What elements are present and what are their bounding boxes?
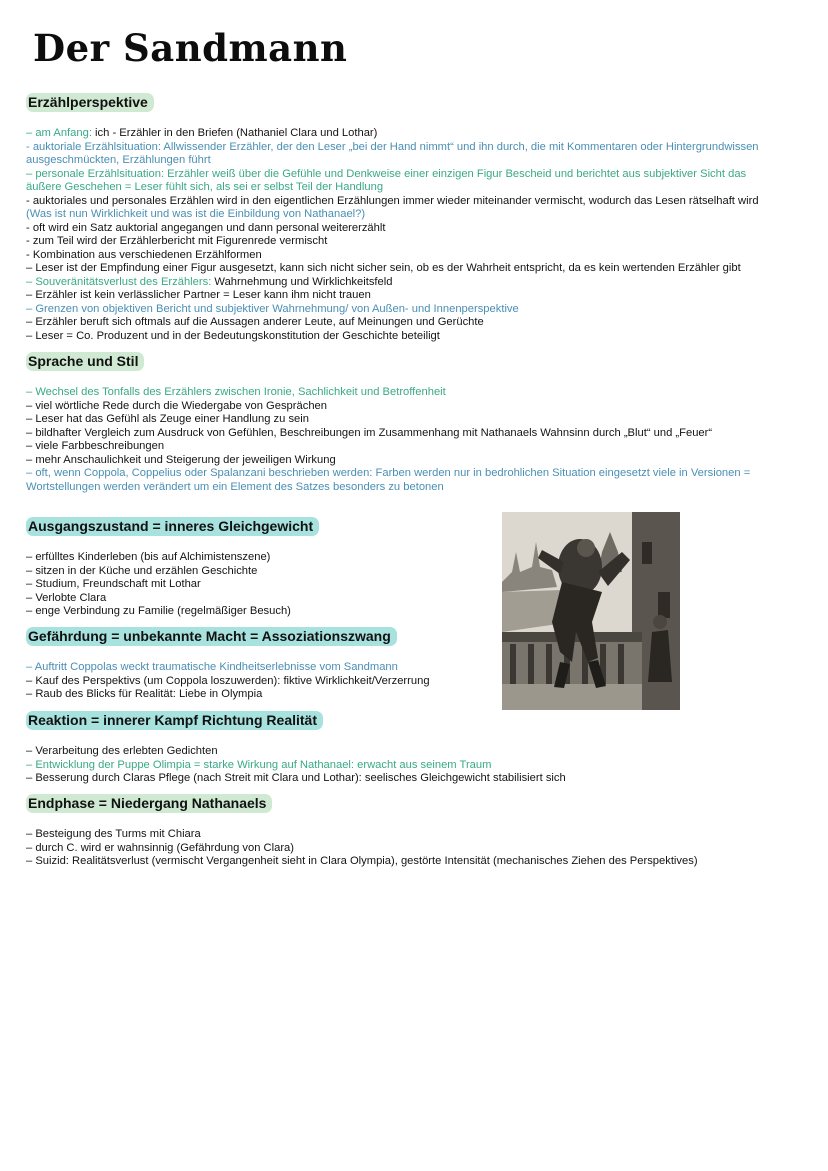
section-reaktion xyxy=(26,710,786,786)
line-list xyxy=(26,386,786,494)
list-item: äußere Geschehen = Leser fühlt sich, als sei er selbst Teil der Handlung xyxy=(26,181,384,193)
section-heading: Erzählperspektive xyxy=(26,93,154,112)
list-item: – sitzen in der Küche und erzählen Geschichte xyxy=(26,564,258,577)
highlight-term: – am Anfang: xyxy=(26,127,92,139)
section-heading: Endphase = Niedergang Nathanaels xyxy=(26,794,272,813)
list-item: – Verarbeitung des erlebten Gedichten xyxy=(26,745,218,757)
list-item: Wortstellungen werden verändert um ein Element des Satzes besonders zu betonen xyxy=(26,480,444,493)
section-heading: Sprache und Stil xyxy=(26,352,144,371)
list-item: – Wechsel des Tonfalls des Erzählers zwischen Ironie, Sachlichkeit und Betroffenheit xyxy=(26,386,446,398)
section-heading: Ausgangszustand = inneres Gleichgewicht xyxy=(26,517,319,536)
list-item: - zum Teil wird der Erzählerbericht mit Figurenrede vermischt xyxy=(26,235,328,247)
section-heading: Reaktion = innerer Kampf Richtung Realität xyxy=(26,711,323,730)
line-list xyxy=(26,551,486,619)
list-item: – viel wörtliche Rede durch die Wiedergabe von Gesprächen xyxy=(26,399,327,412)
section-erzaehlperspektive xyxy=(26,92,786,343)
list-item: (Was ist nun Wirklichkeit und was ist die Einbildung von Nathanael?) xyxy=(26,208,366,220)
list-item: ausgeschmückten, Erzählungen führt xyxy=(26,154,211,166)
list-item: – erfülltes Kinderleben (bis auf Alchimistenszene) xyxy=(26,551,271,563)
section-endphase xyxy=(26,793,786,869)
list-item: – Erzähler ist kein verlässlicher Partner = Leser kann ihm nicht trauen xyxy=(26,289,371,301)
list-item: – enge Verbindung zu Familie (regelmäßiger Besuch) xyxy=(26,605,291,617)
list-item: – personale Erzählsituation: Erzähler weiß über die Gefühle und Denkweise einer einzigen Figur Bescheid und berichtet aus subjektiver Sicht das xyxy=(26,167,747,180)
list-item: – Entwicklung der Puppe Olimpia = starke Wirkung auf Nathanael: erwacht aus seinem Traum xyxy=(26,758,492,771)
list-item: – Verlobte Clara xyxy=(26,591,107,604)
list-item xyxy=(26,127,786,141)
section-sprache-und-stil xyxy=(26,351,786,494)
list-item: - auktoriales und personales Erzählen wird in den eigentlichen Erzählungen immer wieder miteinander vermischt, wodurch das Lesen rätselhaft wird xyxy=(26,194,759,207)
line-list xyxy=(26,828,786,869)
sandmann-engraving-image xyxy=(502,512,680,710)
list-item: – Grenzen von objektiven Bericht und subjektiver Wahrnehmung/ von Außen- und Innenperspektive xyxy=(26,302,519,315)
section-heading: Gefährdung = unbekannte Macht = Assoziationszwang xyxy=(26,627,397,646)
list-item: - Kombination aus verschiedenen Erzählformen xyxy=(26,248,262,261)
list-item: – Erzähler beruft sich oftmals auf die Aussagen anderer Leute, auf Meinungen und Gerüchte xyxy=(26,316,484,328)
line-text: ich - Erzähler in den Briefen (Nathaniel Clara und Lothar) xyxy=(91,127,378,139)
list-item: – durch C. wird er wahnsinnig (Gefährdung von Clara) xyxy=(26,841,295,854)
line-list xyxy=(26,127,786,343)
list-item: – Studium, Freundschaft mit Lothar xyxy=(26,578,201,590)
page-title: Der Sandmann xyxy=(33,26,348,70)
list-item xyxy=(26,276,786,290)
list-item: – bildhafter Vergleich zum Ausdruck von Gefühlen, Beschreibungen im Zusammenhang mit Nathanaels Wahnsinn durch „Blut“ und „Feuer“ xyxy=(26,426,713,439)
list-item: – Leser ist der Empfindung einer Figur ausgesetzt, kann sich nicht sicher sein, ob es der Wahrheit entspricht, da es kein wertenden Erzähler gibt xyxy=(26,262,741,274)
list-item: – oft, wenn Coppola, Coppelius oder Spalanzani beschrieben werden: Farben werden nur in bedrohlichen Situation eingesetzt viele in Versionen = xyxy=(26,467,751,479)
list-item: – viele Farbbeschreibungen xyxy=(26,440,165,452)
list-item: – Auftritt Coppolas weckt traumatische Kindheitserlebnisse vom Sandmann xyxy=(26,661,398,673)
line-list xyxy=(26,745,786,786)
list-item: – Suizid: Realitätsverlust (vermischt Vergangenheit sieht in Clara Olympia), gestörte Intensität (mechanisches Ziehen des Perspektives) xyxy=(26,855,698,867)
section-ausgangszustand xyxy=(26,516,486,619)
list-item: – Besserung durch Claras Pflege (nach Streit mit Clara und Lothar): seelisches Gleichgewicht stabilisiert sich xyxy=(26,772,566,784)
list-item: - oft wird ein Satz auktorial angegangen und dann personal weitererzählt xyxy=(26,221,386,234)
list-item: – Raub des Blicks für Realität: Liebe in Olympia xyxy=(26,688,263,700)
line-list xyxy=(26,661,486,702)
section-gefaehrdung xyxy=(26,626,486,702)
list-item: – Besteigung des Turms mit Chiara xyxy=(26,828,201,840)
highlight-term: – Souveränitätsverlust des Erzählers: xyxy=(26,275,212,288)
line-text: Wahrnehmung und Wirklichkeitsfeld xyxy=(211,275,393,288)
list-item: – Leser = Co. Produzent und in der Bedeutungskonstitution der Geschichte beteiligt xyxy=(26,329,440,342)
list-item: – Kauf des Perspektivs (um Coppola loszuwerden): fiktive Wirklichkeit/Verzerrung xyxy=(26,674,430,687)
list-item: – Leser hat das Gefühl als Zeuge einer Handlung zu sein xyxy=(26,413,309,425)
list-item: – mehr Anschaulichkeit und Steigerung der jeweiligen Wirkung xyxy=(26,453,336,466)
list-item: - auktoriale Erzählsituation: Allwissender Erzähler, der den Leser „bei der Hand nimmt“ und ihn durch, die mit Kommentaren oder Hintergrundwissen xyxy=(26,140,759,153)
